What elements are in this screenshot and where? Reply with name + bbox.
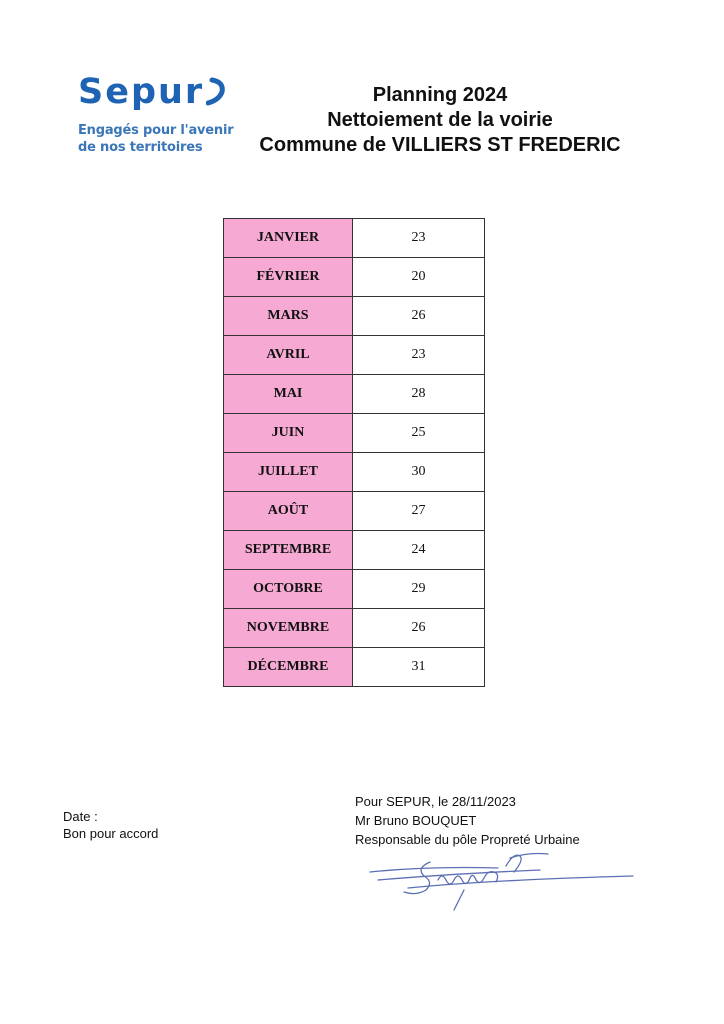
table-row [224, 648, 485, 687]
month-cell: FÉVRIER [224, 258, 353, 297]
signed-for-line: Pour SEPUR, le 28/11/2023 [355, 794, 516, 809]
signatory-block [355, 792, 580, 849]
schedule-table [223, 218, 485, 687]
month-cell: SEPTEMBRE [224, 531, 353, 570]
table-row [224, 297, 485, 336]
table-row [224, 609, 485, 648]
table-row [224, 570, 485, 609]
day-cell: 30 [353, 453, 485, 492]
table-row [224, 336, 485, 375]
document-title [230, 83, 650, 158]
handwritten-signature [368, 850, 638, 912]
table-row [224, 219, 485, 258]
logo-brand-text: Sepur [78, 72, 205, 112]
table-row [224, 258, 485, 297]
day-cell: 25 [353, 414, 485, 453]
month-cell: JUIN [224, 414, 353, 453]
title-line-2: Nettoiement de la voirie [327, 109, 553, 131]
approval-label: Bon pour accord [63, 826, 159, 841]
day-cell: 26 [353, 297, 485, 336]
day-cell: 26 [353, 609, 485, 648]
month-cell: AVRIL [224, 336, 353, 375]
day-cell: 29 [353, 570, 485, 609]
day-cell: 20 [353, 258, 485, 297]
tagline-line-1: Engagés pour l'avenir [78, 123, 234, 138]
table-row [224, 492, 485, 531]
sepur-logo [78, 74, 248, 156]
day-cell: 24 [353, 531, 485, 570]
table-row [224, 531, 485, 570]
day-cell: 23 [353, 219, 485, 258]
title-line-3: Commune de VILLIERS ST FREDERIC [259, 134, 621, 156]
month-cell: JANVIER [224, 219, 353, 258]
month-cell: AOÛT [224, 492, 353, 531]
day-cell: 28 [353, 375, 485, 414]
month-cell: OCTOBRE [224, 570, 353, 609]
date-label: Date : [63, 809, 98, 824]
logo-swoosh-icon [206, 76, 228, 106]
table-row [224, 414, 485, 453]
month-cell: MAI [224, 375, 353, 414]
approval-block [63, 808, 158, 842]
day-cell: 23 [353, 336, 485, 375]
day-cell: 27 [353, 492, 485, 531]
month-cell: DÉCEMBRE [224, 648, 353, 687]
title-line-1: Planning 2024 [372, 84, 508, 106]
signatory-role: Responsable du pôle Propreté Urbaine [355, 832, 580, 847]
month-cell: JUILLET [224, 453, 353, 492]
table-row [224, 375, 485, 414]
month-cell: MARS [224, 297, 353, 336]
logo-tagline [78, 122, 248, 156]
day-cell: 31 [353, 648, 485, 687]
tagline-line-2: de nos territoires [78, 140, 203, 155]
table-row [224, 453, 485, 492]
signatory-name: Mr Bruno BOUQUET [355, 813, 477, 828]
logo-wordmark [78, 74, 248, 110]
month-cell: NOVEMBRE [224, 609, 353, 648]
